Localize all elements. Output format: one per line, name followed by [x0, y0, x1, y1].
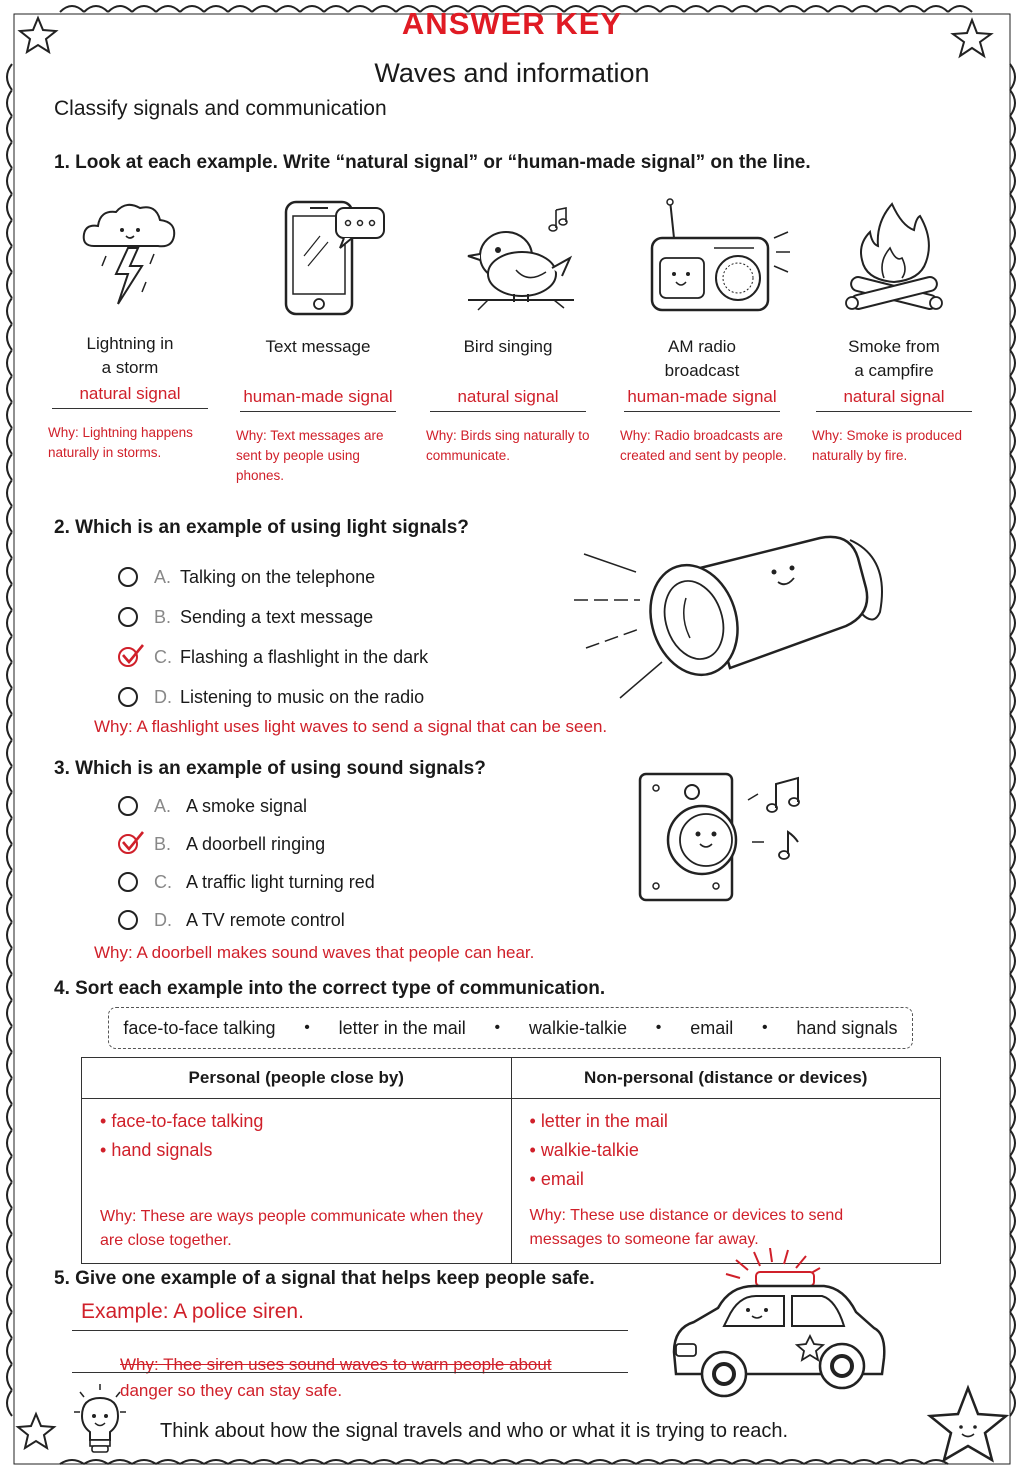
card-answer: natural signal [816, 387, 972, 412]
personal-column-header: Personal (people close by) [82, 1058, 512, 1099]
card-answer: human-made signal [624, 387, 780, 412]
list-item: • letter in the mail [529, 1111, 668, 1131]
question-4-prompt: 4. Sort each example into the correct type of communication. [54, 978, 606, 999]
q3-option-d[interactable]: D. A TV remote control [118, 901, 375, 939]
card-why: Why: Radio broadcasts are created and sent by people. [620, 428, 787, 463]
q1-card-lightning [40, 332, 220, 463]
radio-icon[interactable] [118, 607, 138, 627]
card-why: Why: Lightning happens naturally in storms. [48, 425, 193, 460]
question-3-prompt: 3. Which is an example of using sound signals? [54, 758, 486, 779]
bullet-separator: • [762, 1019, 768, 1036]
nonpersonal-column-header: Non-personal (distance or devices) [511, 1058, 941, 1099]
page-title: Waves and information [374, 58, 650, 88]
q3-options [118, 787, 375, 939]
q3-option-b[interactable]: B. A doorbell ringing [118, 825, 375, 863]
q5-why-line-2: danger so they can stay safe. [120, 1381, 343, 1400]
card-label: Smoke from a campfire [848, 337, 940, 380]
list-item: • face-to-face talking [100, 1111, 264, 1131]
personal-why: Why: These are ways people communicate when they are close together. [100, 1208, 484, 1249]
flashlight-icon [570, 528, 890, 708]
q1-card-bird [418, 335, 598, 466]
bird-icon [458, 200, 578, 312]
word-bank-item: email [690, 1017, 734, 1038]
card-label: Text message [265, 337, 371, 356]
radio-icon [644, 198, 794, 318]
q5-why-line-1: Why: Thee siren uses sound waves to warn people about [120, 1355, 552, 1374]
radio-icon[interactable] [118, 687, 138, 707]
card-answer: natural signal [52, 384, 208, 409]
q2-options [118, 557, 428, 717]
checked-radio-icon[interactable] [118, 834, 138, 854]
answer-key-banner: ANSWER KEY [401, 6, 623, 41]
q1-card-radio [612, 335, 792, 466]
bullet-separator: • [655, 1019, 662, 1036]
word-bank-item: hand signals [796, 1017, 898, 1038]
list-item: • hand signals [100, 1140, 213, 1160]
q3-option-a[interactable]: A. A smoke signal [118, 787, 375, 825]
card-why: Why: Birds sing naturally to communicate. [426, 428, 590, 463]
police-car-icon [664, 1248, 894, 1408]
question-5-prompt: 5. Give one example of a signal that helps keep people safe. [54, 1268, 595, 1289]
q2-option-d[interactable]: D. Listening to music on the radio [118, 677, 428, 717]
q2-why: Why: A flashlight uses light waves to send a signal that can be seen. [94, 717, 608, 736]
lightbulb-icon [70, 1380, 130, 1458]
radio-icon[interactable] [118, 910, 138, 930]
card-label: Bird singing [463, 337, 553, 356]
question-1-prompt: 1. Look at each example. Write “natural signal” or “human-made signal” on the line. [54, 152, 811, 173]
bullet-separator: • [304, 1019, 310, 1036]
card-answer: natural signal [430, 387, 586, 412]
answer-line [72, 1372, 628, 1373]
nonpersonal-why: Why: These use distance or devices to send messages to someone far away. [529, 1207, 844, 1248]
campfire-icon [844, 200, 944, 312]
sorting-table [81, 1057, 941, 1264]
doorbell-icon [636, 770, 816, 906]
list-item: • walkie-talkie [529, 1140, 639, 1160]
q1-card-campfire [804, 335, 984, 466]
q3-option-c[interactable]: C. A traffic light turning red [118, 863, 375, 901]
q3-why: Why: A doorbell makes sound waves that people can hear. [94, 943, 535, 962]
page-subtitle: Classify signals and communication [54, 97, 387, 120]
personal-cell [82, 1099, 512, 1264]
list-item: • email [529, 1169, 584, 1189]
radio-icon[interactable] [118, 796, 138, 816]
word-bank-item: walkie-talkie [528, 1017, 627, 1038]
radio-icon[interactable] [118, 872, 138, 892]
q2-option-c[interactable]: C. Flashing a flashlight in the dark [118, 637, 428, 677]
card-label: AM radio broadcast [664, 337, 740, 380]
q2-option-a[interactable]: A. Talking on the telephone [118, 557, 428, 597]
radio-icon[interactable] [118, 567, 138, 587]
smiling-star-icon [930, 1388, 1006, 1460]
word-bank [108, 1007, 913, 1049]
footer-tip: Think about how the signal travels and who or what it is trying to reach. [160, 1420, 789, 1442]
question-2-prompt: 2. Which is an example of using light signals? [54, 517, 469, 538]
q1-card-text-message [228, 335, 408, 486]
nonpersonal-cell [511, 1099, 941, 1264]
word-bank-item: letter in the mail [338, 1017, 466, 1038]
star-icon [18, 1414, 54, 1448]
word-bank-item: face-to-face talking [123, 1017, 276, 1038]
lightning-cloud-icon [76, 196, 186, 316]
q5-example: Example: A police siren. [81, 1300, 304, 1323]
card-answer: human-made signal [240, 387, 396, 412]
bullet-separator: • [494, 1019, 501, 1036]
answer-line [72, 1330, 628, 1331]
card-why: Why: Smoke is produced naturally by fire. [812, 428, 963, 463]
card-why: Why: Text messages are sent by people using phones. [236, 428, 384, 483]
q2-option-b[interactable]: B. Sending a text message [118, 597, 428, 637]
checked-radio-icon[interactable] [118, 647, 138, 667]
phone-icon [280, 196, 390, 318]
card-label: Lightning in a storm [86, 334, 174, 377]
